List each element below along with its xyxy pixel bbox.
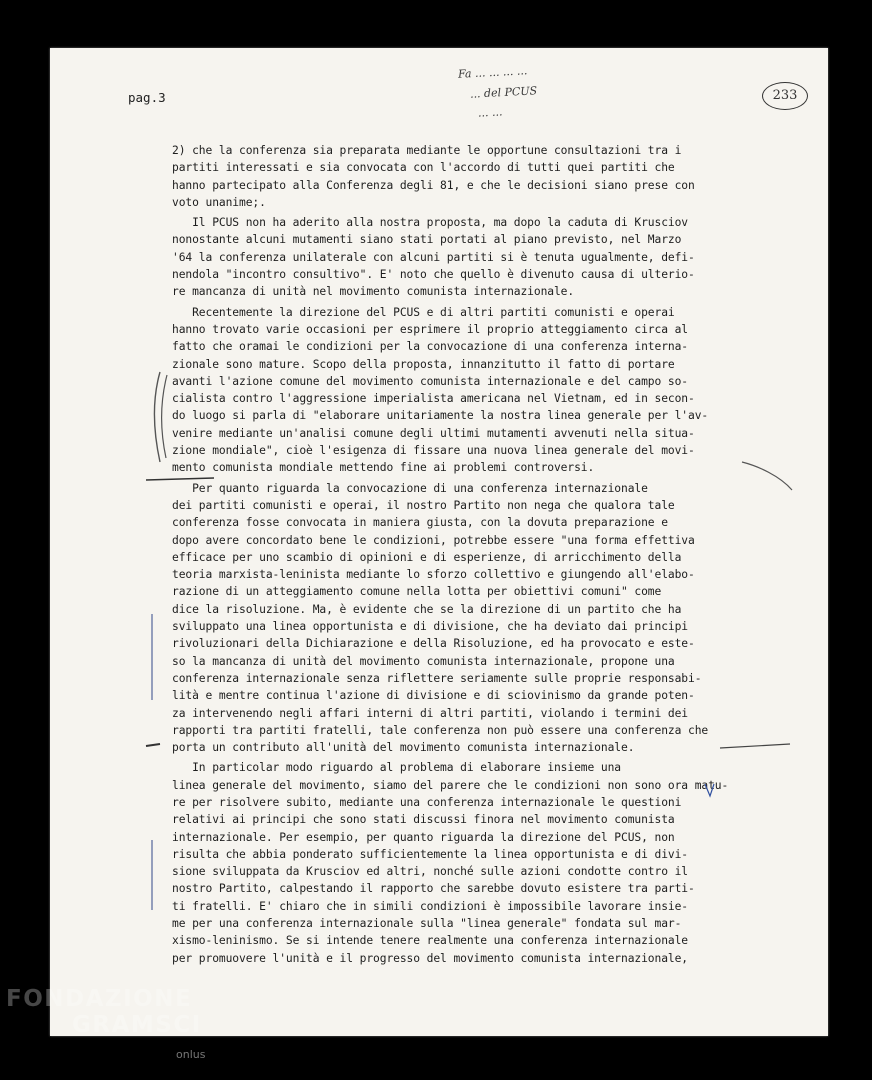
text-line: 2) che la conferenza sia preparata mediante le opportune consultazioni tra i [172, 144, 682, 157]
text-line: relativi ai principi che sono stati discussi finora nel movimento comunista [172, 813, 675, 827]
text-line: Recentemente la direzione del PCUS e di altri partiti comunisti e operai [172, 305, 675, 319]
handwritten-note-line-1: Fa ... ... ... ... [457, 64, 528, 81]
text-line: razione di un atteggiamento comune nella lotta per obiettivi comuni" come [172, 585, 662, 599]
text-line: hanno trovato varie occasioni per esprimere il proprio atteggiamento circa al [172, 322, 689, 336]
margin-bracket-1 [154, 372, 160, 462]
text-line: hanno partecipato alla Conferenza degli 81, e che le decisioni siano prese con [172, 178, 695, 192]
text-line: sione sviluppata da Krusciov ed altri, nonché sulle azioni condotte contro il [172, 865, 689, 879]
watermark-line-1: FONDAZIONE [6, 986, 193, 1012]
text-line: dopo avere concordato bene le condizioni, potrebbe essere "una forma effettiva [172, 533, 695, 547]
text-line: do luogo si parla di "elaborare unitariamente la nostra linea generale per l'av- [172, 409, 709, 423]
text-line: zione mondiale", cioè l'esigenza di fissare una nuova linea generale del movi- [172, 444, 695, 458]
text-line: teoria marxista-leninista mediante lo sforzo collettivo e giungendo all'elabo- [172, 568, 695, 582]
text-line: zionale sono mature. Scopo della proposta, innanzitutto il fatto di portare [172, 357, 675, 371]
text-line: ti fratelli. E' chiaro che in simili condizioni è impossibile lavorare insie- [172, 899, 689, 913]
text-line: voto unanime;. [172, 195, 266, 209]
text-line: cialista contro l'aggressione imperialista americana nel Vietnam, ed in secon- [172, 392, 695, 406]
text-line: nendola "incontro consultivo". E' noto che quello è divenuto causa di ulterio- [172, 268, 695, 282]
text-line: dei partiti comunisti e operai, il nostro Partito non nega che qualora tale [172, 498, 675, 512]
page-number: pag.3 [128, 90, 166, 105]
margin-curve-right [742, 462, 792, 490]
text-line: fatto che oramai le condizioni per la convocazione di una conferenza interna- [172, 340, 689, 354]
text-line: re mancanza di unità nel movimento comunista internazionale. [172, 285, 575, 299]
text-line: mento comunista mondiale mettendo fine ai problemi controversi. [172, 461, 595, 475]
text-line: efficace per uno scambio di opinioni e di esperienze, di arricchimento della [172, 550, 682, 564]
text-line: lità e mentre continua l'azione di divisione e di sciovinismo da grande poten- [172, 689, 695, 703]
text-line: Il PCUS non ha aderito alla nostra proposta, ma dopo la caduta di Krusciov [172, 216, 689, 230]
handwritten-note-line-2: ... del PCUS [469, 84, 538, 101]
text-line: '64 la conferenza unilaterale con alcuni partiti si è tenuta ugualmente, defi- [172, 250, 695, 264]
text-line: sviluppato una linea opportunista e di divisione, che ha deviato dai principi [172, 620, 689, 634]
margin-arrow-left [146, 478, 214, 480]
insertion-caret [705, 784, 714, 796]
text-line: avanti l'azione comune del movimento comunista internazionale e del campo so- [172, 374, 689, 388]
text-line: me per una conferenza internazionale sulla "linea generale" fondata sul mar- [172, 917, 682, 931]
text-line: xismo-leninismo. Se si intende tenere realmente una conferenza internazionale [172, 934, 689, 948]
text-line: rapporti tra partiti fratelli, tale conferenza non può essere una conferenza che [172, 723, 709, 737]
text-line: In particolar modo riguardo al problema di elaborare insieme una [172, 761, 621, 775]
text-line: partiti interessati e sia convocata con l'accordo di tutti quei partiti che [172, 161, 675, 175]
text-line: Per quanto riguarda la convocazione di una conferenza internazionale [172, 481, 648, 495]
text-line: conferenza fosse convocata in maniera giusta, con la dovuta preparazione e [172, 516, 668, 530]
watermark-line-2: GRAMSCI [72, 1012, 202, 1038]
text-line: internazionale. Per esempio, per quanto riguarda la direzione del PCUS, non [172, 830, 675, 844]
text-line: nonostante alcuni mutamenti siano stati portati al piano previsto, nel Marzo [172, 233, 682, 247]
text-line: rivoluzionari della Dichiarazione e della Risoluzione, ed ha provocato e este- [172, 637, 695, 651]
handwritten-note-line-3: ... ... [477, 105, 503, 120]
text-line: per promuovere l'unità e il progresso del movimento comunista internazionale, [172, 951, 689, 965]
foundation-watermark [6, 986, 206, 1061]
text-line: dice la risoluzione. Ma, è evidente che se la direzione di un partito che ha [172, 602, 682, 616]
text-line: za intervenendo negli affari interni di altri partiti, violando i termini dei [172, 706, 689, 720]
text-line: re per risolvere subito, mediante una conferenza internazionale le questioni [172, 795, 682, 809]
watermark-line-3: onlus [176, 1048, 206, 1061]
margin-dash-1 [146, 744, 160, 746]
text-line: porta un contributo all'unità del movimento comunista internazionale. [172, 741, 635, 755]
text-line: linea generale del movimento, siamo del parere che le condizioni non sono ora matu- [172, 778, 729, 792]
text-line: so la mancanza di unità del movimento comunista internazionale, propone una [172, 654, 675, 668]
text-line: conferenza internazionale senza riflettere seriamente sulle proprie responsabi- [172, 671, 702, 685]
margin-underline [720, 744, 790, 748]
text-line: nostro Partito, calpestando il rapporto che sarebbe dovuto esistere tra parti- [172, 882, 695, 896]
text-line: venire mediante un'analisi comune degli ultimi mutamenti avvenuti nella situa- [172, 426, 695, 440]
text-line: risulta che abbia ponderato sufficientemente la linea opportunista e di divi- [172, 847, 689, 861]
margin-bracket-2 [162, 375, 167, 458]
archive-page-stamp: 233 [762, 82, 808, 110]
